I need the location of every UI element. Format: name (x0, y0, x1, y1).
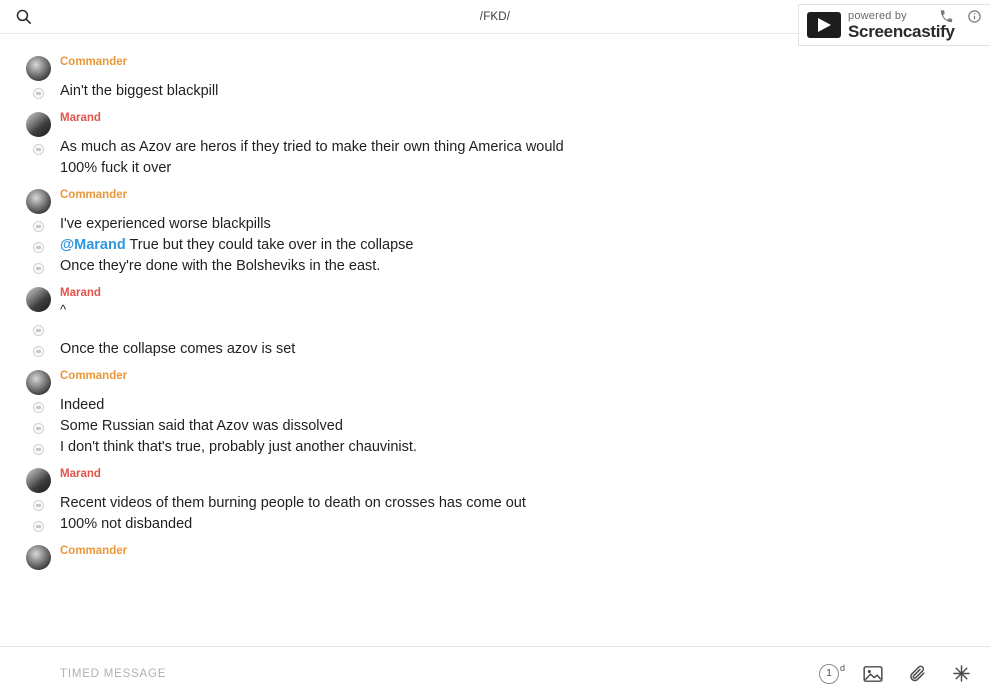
message-list[interactable] (0, 34, 990, 646)
composer-actions (802, 663, 972, 685)
screencastify-brand: Screencastify (848, 21, 955, 41)
channel-title: /FKD/ (479, 10, 511, 23)
message-author[interactable]: Commander (60, 370, 128, 382)
message-group (0, 48, 990, 104)
message-row (0, 318, 990, 339)
avatar[interactable] (26, 287, 51, 312)
read-receipt-icon (33, 325, 44, 336)
read-receipt-icon (33, 444, 44, 455)
avatar[interactable] (26, 189, 51, 214)
message-text (60, 235, 580, 256)
read-receipt-icon (33, 221, 44, 232)
status-gutter (16, 437, 60, 455)
message-row (0, 368, 990, 395)
message-composer (0, 646, 990, 700)
timer-value: 1 (819, 664, 839, 684)
header-actions (938, 8, 982, 24)
self-destruct-timer-button[interactable] (818, 662, 845, 685)
read-receipt-icon (33, 88, 44, 99)
status-gutter (16, 81, 60, 99)
message-author[interactable]: Marand (60, 112, 101, 124)
info-icon[interactable] (966, 8, 982, 24)
message-text: As much as Azov are heros if they tried to make their own thing America would 100% fuck it over (60, 139, 564, 176)
message-row (0, 81, 990, 102)
message-row (0, 110, 990, 137)
avatar-gutter (16, 285, 60, 312)
message-group (0, 104, 990, 181)
message-row (0, 137, 990, 179)
message-text: Once they're done with the Bolsheviks in the east. (60, 258, 381, 274)
status-gutter (16, 416, 60, 434)
status-gutter (16, 214, 60, 232)
play-triangle-icon (807, 12, 841, 38)
message-group (0, 279, 990, 362)
message-text: Once the collapse comes azov is set (60, 341, 296, 357)
read-receipt-icon (33, 500, 44, 511)
message-row (0, 54, 990, 81)
message-row (0, 466, 990, 493)
status-gutter (16, 339, 60, 357)
message-row (0, 437, 990, 458)
message-row (0, 493, 990, 514)
message-text: I don't think that's true, probably just another chauvinist. (60, 439, 417, 455)
avatar-gutter (16, 187, 60, 214)
avatar-gutter (16, 543, 60, 570)
read-receipt-icon (33, 346, 44, 357)
message-text-body: True but they could take over in the collapse (129, 237, 414, 253)
message-text: 100% not disbanded (60, 516, 193, 532)
message-row (0, 395, 990, 416)
image-icon[interactable] (862, 663, 884, 685)
read-receipt-icon (33, 263, 44, 274)
avatar-gutter (16, 466, 60, 493)
paperclip-icon[interactable] (906, 663, 928, 685)
read-receipt-icon (33, 521, 44, 532)
status-gutter (16, 256, 60, 274)
message-author[interactable]: Commander (60, 545, 128, 557)
powered-by-label: powered by (848, 9, 907, 22)
message-text: Ain't the biggest blackpill (60, 83, 219, 99)
message-text: Indeed (60, 397, 105, 413)
avatar[interactable] (26, 56, 51, 81)
message-input[interactable] (60, 668, 802, 680)
message-text: I've experienced worse blackpills (60, 216, 271, 232)
message-row (0, 214, 990, 235)
status-gutter (16, 235, 60, 253)
read-receipt-icon (33, 144, 44, 155)
message-group (0, 460, 990, 537)
message-row (0, 416, 990, 437)
message-row (0, 187, 990, 214)
avatar-gutter (16, 110, 60, 137)
message-row (0, 543, 990, 570)
message-row (0, 285, 990, 318)
avatar-gutter (16, 368, 60, 395)
message-text: Recent videos of them burning people to death on crosses has come out (60, 495, 526, 511)
message-row (0, 339, 990, 360)
avatar-gutter (16, 54, 60, 81)
read-receipt-icon (33, 423, 44, 434)
status-gutter (16, 137, 60, 155)
message-text: ^ (60, 302, 67, 317)
status-gutter (16, 318, 60, 336)
avatar[interactable] (26, 370, 51, 395)
message-author[interactable]: Marand (60, 287, 101, 299)
phone-icon[interactable] (938, 8, 954, 24)
avatar[interactable] (26, 545, 51, 570)
mention-link[interactable]: @Marand (60, 237, 126, 253)
search-icon[interactable] (14, 8, 32, 26)
message-row (0, 235, 990, 256)
status-gutter (16, 514, 60, 532)
status-gutter (16, 493, 60, 511)
read-receipt-icon (33, 242, 44, 253)
avatar[interactable] (26, 112, 51, 137)
timer-unit: d (839, 662, 845, 673)
sparkle-icon[interactable] (950, 663, 972, 685)
message-text: Some Russian said that Azov was dissolved (60, 418, 343, 434)
read-receipt-icon (33, 402, 44, 413)
message-author[interactable]: Commander (60, 189, 128, 201)
avatar[interactable] (26, 468, 51, 493)
message-row (0, 514, 990, 535)
message-row (0, 256, 990, 277)
message-group-partial (0, 537, 990, 572)
status-gutter (16, 395, 60, 413)
message-author[interactable]: Commander (60, 56, 128, 68)
message-author[interactable]: Marand (60, 468, 101, 480)
message-group (0, 362, 990, 460)
message-group (0, 181, 990, 279)
